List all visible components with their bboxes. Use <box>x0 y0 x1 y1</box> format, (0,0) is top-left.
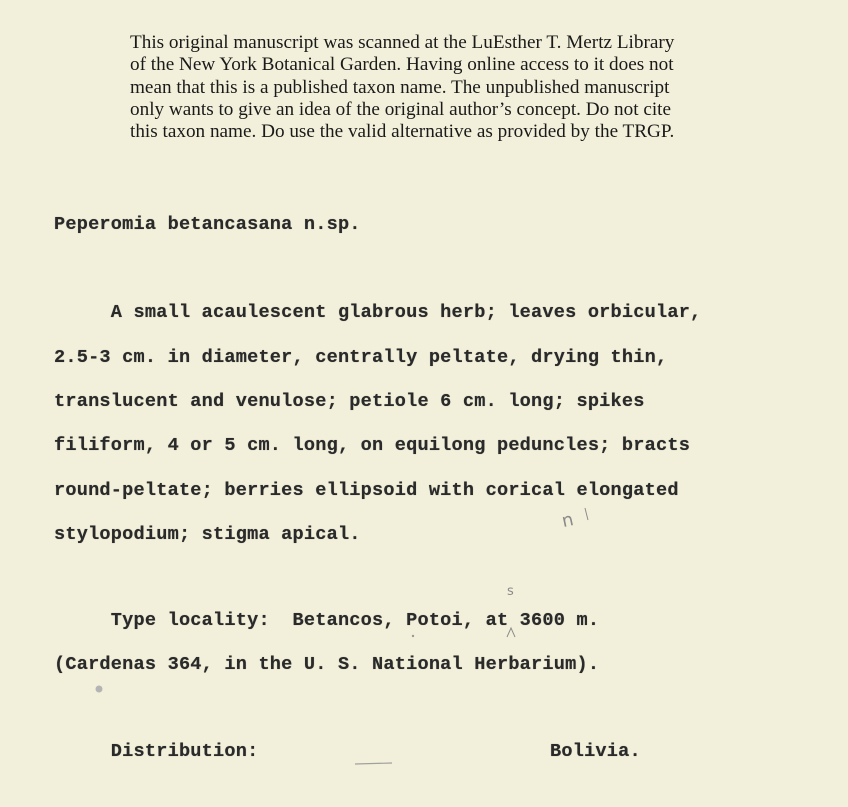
notice-line: this taxon name. Do use the valid alternative as provided by the TRGP. <box>130 121 675 143</box>
pencil-annotation-n: n <box>559 509 576 532</box>
type-locality-line: (Cardenas 364, in the U. S. National Herbarium). <box>54 654 600 675</box>
pencil-dash <box>355 763 392 764</box>
notice-line: only wants to give an idea of the original author’s concept. Do not cite <box>130 98 672 120</box>
description-line: stylopodium; stigma apical. <box>54 524 361 545</box>
description-line: round-peltate; berries ellipsoid with corical elongated <box>54 480 679 501</box>
caret-mark <box>507 628 515 637</box>
distribution-label: Distribution: <box>54 741 259 762</box>
pencil-stroke <box>585 508 588 520</box>
description-line: filiform, 4 or 5 cm. long, on equilong peduncles; bracts <box>54 435 691 456</box>
distribution-value: Bolivia. <box>550 741 641 762</box>
species-title: Peperomia betancasana n.sp. <box>54 214 361 235</box>
description-line: 2.5-3 cm. in diameter, centrally peltate, drying thin, <box>54 347 668 368</box>
type-locality-line: Type locality: Betancos, Potoi, at 3600 m. <box>54 610 600 631</box>
description-line: translucent and venulose; petiole 6 cm. long; spikes <box>54 391 645 412</box>
smudge-dot <box>96 686 103 693</box>
notice-line: mean that this is a published taxon name. The unpublished manuscript <box>130 76 670 98</box>
notice-line: of the New York Botanical Garden. Having online access to it does not <box>130 54 674 76</box>
pencil-annotation-s: s <box>507 584 514 599</box>
notice-line: This original manuscript was scanned at the LuEsther T. Mertz Library <box>130 32 675 53</box>
speck <box>412 635 414 637</box>
description-line: A small acaulescent glabrous herb; leaves orbicular, <box>54 302 702 323</box>
